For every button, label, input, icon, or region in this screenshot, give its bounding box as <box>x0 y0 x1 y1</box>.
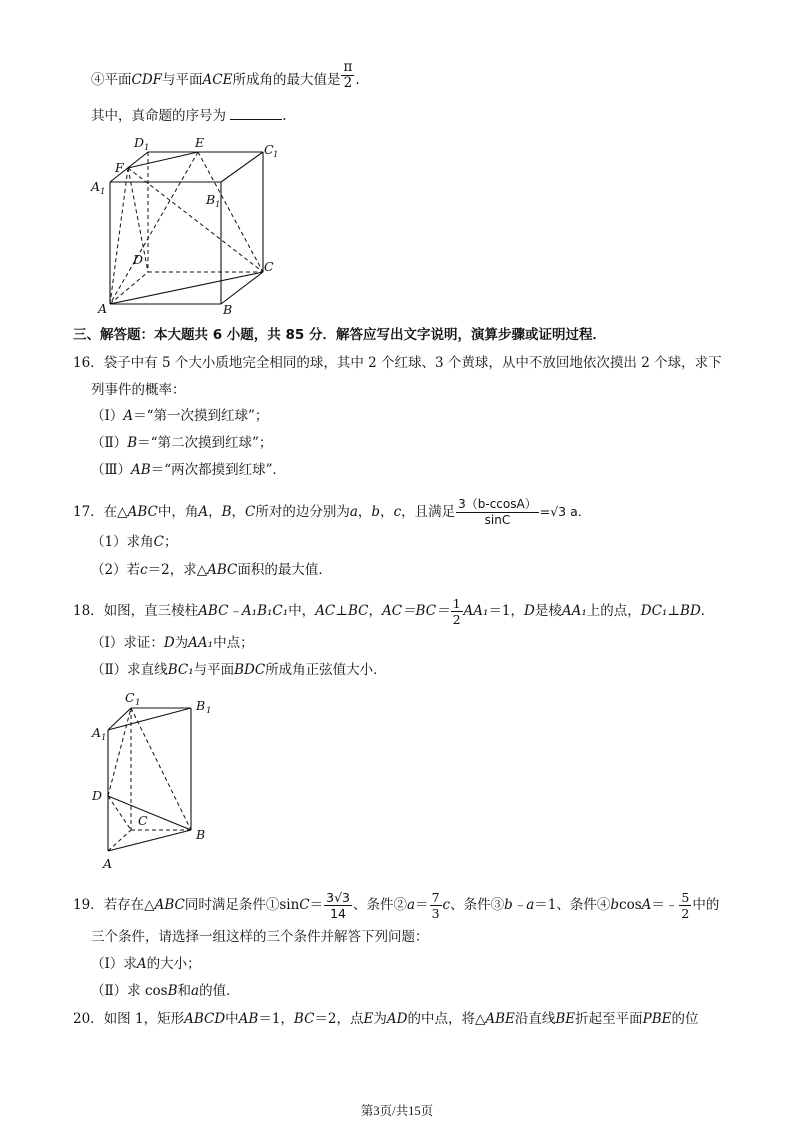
q18-part2: （Ⅱ）求直线BC₁与平面BDC所成角正弦值大小． <box>91 662 387 678</box>
q15-item4-mid2: 所成角的最大值是 <box>232 72 341 88</box>
svg-text:1: 1 <box>206 706 212 716</box>
cube-figure <box>88 130 288 320</box>
svg-text:1: 1 <box>101 733 107 743</box>
q16-part2: （Ⅱ）B＝“第二次摸到红球”； <box>91 435 273 451</box>
prism-figure <box>88 688 228 873</box>
q15-item4-plane1: CDF <box>131 72 163 88</box>
q16-line2: 列事件的概率： <box>91 382 186 398</box>
svg-text:1: 1 <box>135 698 141 708</box>
q19-fraction-1: $\frac{3√3}{14}$ <box>326 890 350 921</box>
label-B1: B <box>206 192 216 207</box>
q15-item4-prefix: ④平面 <box>91 72 132 88</box>
q15-item4-mid1: 与平面 <box>162 72 203 88</box>
svg-text:1: 1 <box>100 187 106 197</box>
label-A1: A <box>92 725 102 740</box>
label-D: D <box>92 788 103 803</box>
answer-blank <box>230 106 282 120</box>
label-B: B <box>196 827 206 842</box>
q17-part1: （1）求角C； <box>91 534 178 550</box>
label-C: C <box>138 813 148 828</box>
label-A: A <box>98 301 108 316</box>
label-C1: C <box>264 142 274 157</box>
q16-part1: （Ⅰ）A＝“第一次摸到红球”； <box>91 408 269 424</box>
q16-part3: （Ⅲ）AB＝“两次都摸到红球”． <box>91 462 287 478</box>
q18-stem: 18．如图，直三棱柱ABC﹣A₁B₁C₁中，AC⊥BC，AC＝BC＝ $\frac{1}{2}$ AA₁＝1，D是棱AA₁上的点，DC₁⊥BD． <box>73 596 715 627</box>
q16-line1: 16．袋子中有 5 个大小质地完全相同的球，其中 2 个红球、3 个黄球，从中不放回地依次摸出 2 个球，求下 <box>73 355 722 371</box>
q20-stem: 20．如图 1，矩形ABCD中AB＝1，BC＝2，点E为AD的中点，将△ABE沿直线BE折起至平面PBE的位 <box>73 1011 699 1027</box>
svg-text:1: 1 <box>273 150 279 160</box>
page-footer: 第3页/共15页 <box>360 1104 434 1118</box>
q15-answer-prompt: 其中，真命题的序号为 . <box>91 108 287 124</box>
label-C1: C <box>125 690 135 705</box>
q19-line2: 三个条件，请选择一组这样的三个条件并解答下列问题： <box>91 929 429 945</box>
q19-fraction-3: $\frac{5}{2}$ <box>681 890 690 921</box>
label-A: A <box>103 856 113 871</box>
q15-item4-fraction: $\frac{\pi}{2}$ <box>343 59 353 91</box>
q19-fraction-2: $\frac{7}{3}$ <box>431 890 440 921</box>
label-D1: D <box>134 135 145 150</box>
label-B: B <box>223 302 233 317</box>
svg-text:1: 1 <box>144 143 150 153</box>
label-E: E <box>195 135 205 150</box>
q15-item4: ④平面CDF与平面ACE所成角的最大值是 $\frac{\pi}{2}$ . <box>91 59 360 91</box>
q17-part2: （2）若c＝2，求△ABC面积的最大值． <box>91 562 332 578</box>
label-A1: A <box>91 179 101 194</box>
label-B1: B <box>196 698 206 713</box>
q18-fraction: $\frac{1}{2}$ <box>452 596 461 627</box>
q19-part1: （Ⅰ）求A的大小； <box>91 956 201 972</box>
label-F: F <box>115 160 124 175</box>
label-D: D <box>133 252 144 267</box>
q17-fraction: $\frac{3(b-ccosA)}{\sin C}$ <box>458 497 537 527</box>
q18-part1: （Ⅰ）求证：D为AA₁中点； <box>91 635 254 651</box>
section-3-title: 三、解答题：本大题共 6 小题，共 85 分．解答应写出文字说明，演算步骤或证明过程． <box>73 327 606 343</box>
q15-item4-plane2: ACE <box>202 72 233 88</box>
q19-stem: 19．若存在△ABC同时满足条件①sinC＝ $\frac{3√3}{14}$ 、条件②a＝ $\frac{7}{3}$ c、条件③b﹣a＝1、条件④bcosA＝﹣ $\frac{5}{2}$ 中的 <box>73 890 720 921</box>
q17-stem: 17．在△ABC中，角A，B，C所对的边分别为a，b，c，且满足 $\frac{3(b-ccosA)}{\sin C}$ =√3 a. <box>73 497 582 527</box>
label-C: C <box>264 259 274 274</box>
q19-part2: （Ⅱ）求 cosB和a的值． <box>91 983 240 999</box>
svg-text:1: 1 <box>215 200 221 210</box>
